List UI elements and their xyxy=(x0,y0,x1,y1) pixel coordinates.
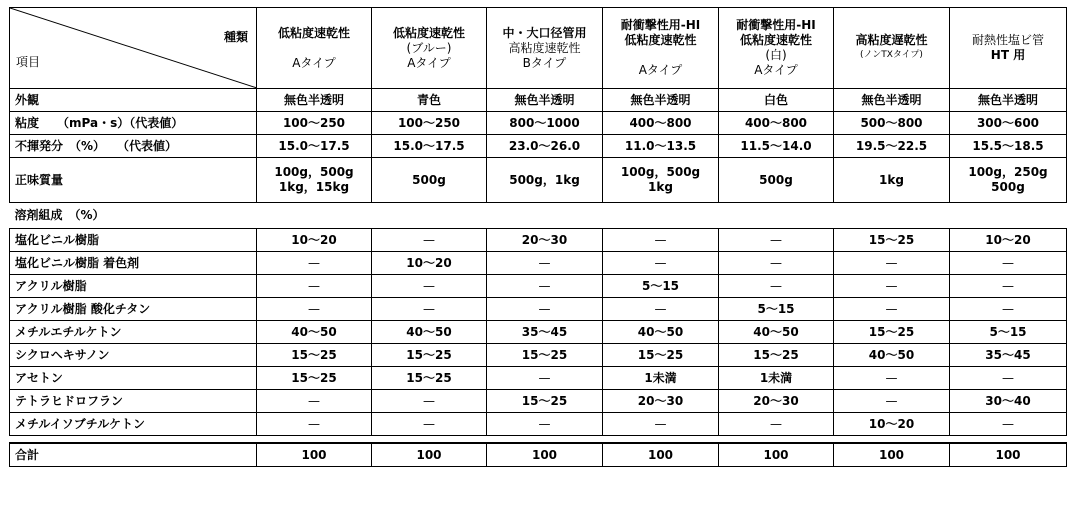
cell-value: 40〜50 xyxy=(834,344,950,367)
solvent-row xyxy=(10,390,1067,413)
cell-value: — xyxy=(257,390,372,413)
cell-value: 11.5〜14.0 xyxy=(719,135,834,158)
property-row xyxy=(10,158,1067,203)
column-header-line xyxy=(605,48,716,63)
cell-value: 15〜25 xyxy=(719,344,834,367)
cell-value-multiline: 100g，250g 500g xyxy=(950,158,1067,203)
cell-value: 15〜25 xyxy=(834,321,950,344)
cell-value: 5〜15 xyxy=(950,321,1067,344)
column-header-line: 耐熱性塩ビ管 xyxy=(971,33,1044,47)
cell-value: 100 xyxy=(719,443,834,467)
cell-value: 40〜50 xyxy=(603,321,719,344)
cell-value: 100 xyxy=(603,443,719,467)
cell-value: — xyxy=(603,229,719,252)
row-label: 塩化ビニル樹脂 着色剤 xyxy=(10,252,257,275)
column-header-line: 中・大口径管用 xyxy=(502,25,587,40)
section-row xyxy=(10,203,1067,229)
cell-value-multiline: 100g，500g 1kg，15kg xyxy=(257,158,372,203)
cell-value: — xyxy=(372,390,487,413)
cell-value: — xyxy=(834,390,950,413)
cell-value: — xyxy=(372,229,487,252)
column-header xyxy=(487,8,603,89)
cell-value: 800〜1000 xyxy=(487,112,603,135)
cell-value: — xyxy=(834,367,950,390)
cell-value: 11.0〜13.5 xyxy=(603,135,719,158)
cell-value: — xyxy=(719,413,834,436)
cell-value: 23.0〜26.0 xyxy=(487,135,603,158)
cell-value: — xyxy=(603,252,719,275)
solvent-row xyxy=(10,298,1067,321)
solvent-row xyxy=(10,252,1067,275)
column-header-line: (ノンTXタイプ) xyxy=(860,50,923,60)
solvent-row xyxy=(10,229,1067,252)
cell-value: — xyxy=(719,252,834,275)
cell-value: 無色半透明 xyxy=(603,89,719,112)
cell-value: 白色 xyxy=(719,89,834,112)
spacer-cell xyxy=(10,436,1067,444)
cell-value: 10〜20 xyxy=(257,229,372,252)
cell-value: 無色半透明 xyxy=(257,89,372,112)
cell-value: — xyxy=(372,413,487,436)
row-label: アクリル樹脂 xyxy=(10,275,257,298)
cell-value: — xyxy=(603,298,719,321)
row-label: テトラヒドロフラン xyxy=(10,390,257,413)
column-header xyxy=(834,8,950,89)
cell-value: 40〜50 xyxy=(372,321,487,344)
cell-value: 100 xyxy=(372,443,487,467)
cell-value: — xyxy=(719,229,834,252)
cell-value: 100 xyxy=(950,443,1067,467)
cell-value: 30〜40 xyxy=(950,390,1067,413)
cell-value: — xyxy=(257,252,372,275)
cell-value: 1未満 xyxy=(603,367,719,390)
cell-value: 1kg xyxy=(834,158,950,203)
cell-value: 1未満 xyxy=(719,367,834,390)
column-header xyxy=(603,8,719,89)
row-label: メチルエチルケトン xyxy=(10,321,257,344)
column-header-line: 耐衝撃性用-HI xyxy=(736,18,816,32)
cell-value: 20〜30 xyxy=(487,229,603,252)
cell-value: — xyxy=(487,275,603,298)
row-label: 粘度 （mPa・s）（代表値） xyxy=(10,112,257,135)
cell-value: 100 xyxy=(834,443,950,467)
column-header-line: 低粘度速乾性 xyxy=(392,25,465,40)
cell-value: 無色半透明 xyxy=(950,89,1067,112)
cell-value: 10〜20 xyxy=(834,413,950,436)
column-header-line: Aタイプ xyxy=(292,55,336,70)
row-label: 外観 xyxy=(10,89,257,112)
solvent-row xyxy=(10,344,1067,367)
cell-value: — xyxy=(372,298,487,321)
cell-value: 10〜20 xyxy=(950,229,1067,252)
corner-item-label: 項目 xyxy=(16,55,41,69)
cell-value: 15〜25 xyxy=(257,367,372,390)
cell-value: 35〜45 xyxy=(950,344,1067,367)
cell-value: 400〜800 xyxy=(719,112,834,135)
cell-value: 15〜25 xyxy=(372,344,487,367)
solvent-row xyxy=(10,321,1067,344)
column-header-line xyxy=(259,41,369,56)
cell-value: 19.5〜22.5 xyxy=(834,135,950,158)
cell-value: 15〜25 xyxy=(487,344,603,367)
row-label: 正味質量 xyxy=(10,158,257,203)
cell-value: 15〜25 xyxy=(487,390,603,413)
column-header-line: Bタイプ xyxy=(522,55,567,70)
column-header-line: 低粘度速乾性 xyxy=(624,33,697,47)
cell-value: — xyxy=(719,275,834,298)
cell-value: — xyxy=(257,413,372,436)
cell-value: — xyxy=(950,298,1067,321)
corner-cell xyxy=(10,8,257,89)
column-header-line: Aタイプ xyxy=(407,55,451,70)
cell-value: 15.0〜17.5 xyxy=(257,135,372,158)
solvent-row xyxy=(10,367,1067,390)
cell-value: 20〜30 xyxy=(603,390,719,413)
property-row xyxy=(10,112,1067,135)
column-header-line: (白) xyxy=(765,48,787,62)
cell-value: 500g xyxy=(372,158,487,203)
cell-value: 500g，1kg xyxy=(487,158,603,203)
column-header-line: 高粘度遅乾性 xyxy=(855,33,928,47)
cell-value: 15〜25 xyxy=(603,344,719,367)
cell-value: 500g xyxy=(719,158,834,203)
solvent-row xyxy=(10,413,1067,436)
header-row xyxy=(10,8,1067,89)
row-label: 塩化ビニル樹脂 xyxy=(10,229,257,252)
row-label: 合計 xyxy=(10,443,257,467)
column-header-line: Aタイプ xyxy=(754,63,798,77)
cell-value: 100 xyxy=(257,443,372,467)
property-row xyxy=(10,135,1067,158)
cell-value: 5〜15 xyxy=(603,275,719,298)
row-label: メチルイソブチルケトン xyxy=(10,413,257,436)
cell-value: 300〜600 xyxy=(950,112,1067,135)
cell-value: 5〜15 xyxy=(719,298,834,321)
cell-value-multiline: 100g，500g 1kg xyxy=(603,158,719,203)
cell-value: — xyxy=(950,252,1067,275)
cell-value: — xyxy=(257,275,372,298)
cell-value: 20〜30 xyxy=(719,390,834,413)
cell-value: 500〜800 xyxy=(834,112,950,135)
column-header-line: 耐衝撃性用-HI xyxy=(620,18,701,32)
column-header-line: 低粘度速乾性 xyxy=(277,25,350,40)
cell-value: 15〜25 xyxy=(257,344,372,367)
row-label: 不揮発分 （%） （代表値） xyxy=(10,135,257,158)
cell-value: 15〜25 xyxy=(834,229,950,252)
cell-value: 青色 xyxy=(372,89,487,112)
corner-kind-label: 種類 xyxy=(223,30,248,44)
cell-value: 15.0〜17.5 xyxy=(372,135,487,158)
column-header-line: 低粘度速乾性 xyxy=(739,33,812,47)
cell-value: — xyxy=(487,298,603,321)
column-header-line: 高粘度速乾性 xyxy=(508,40,581,55)
cell-value: 40〜50 xyxy=(257,321,372,344)
cell-value: — xyxy=(487,252,603,275)
column-header-line: (ブルー) xyxy=(406,40,452,55)
row-label: アセトン xyxy=(10,367,257,390)
column-header xyxy=(719,8,834,89)
cell-value: — xyxy=(603,413,719,436)
property-row xyxy=(10,89,1067,112)
cell-value: — xyxy=(372,275,487,298)
total-row xyxy=(10,443,1067,467)
cell-value: 無色半透明 xyxy=(834,89,950,112)
column-header-line: Aタイプ xyxy=(638,63,683,77)
cell-value: — xyxy=(834,275,950,298)
diagonal-line xyxy=(10,8,257,88)
cell-value: 35〜45 xyxy=(487,321,603,344)
column-header-line: HT 用 xyxy=(990,48,1026,62)
row-label: アクリル樹脂 酸化チタン xyxy=(10,298,257,321)
cell-value: — xyxy=(834,252,950,275)
column-header xyxy=(257,8,372,89)
spec-table xyxy=(9,7,1067,467)
cell-value: — xyxy=(487,367,603,390)
cell-value: — xyxy=(950,367,1067,390)
column-header xyxy=(950,8,1067,89)
column-header xyxy=(372,8,487,89)
cell-value: 15.5〜18.5 xyxy=(950,135,1067,158)
spacer-row xyxy=(10,436,1067,444)
cell-value: 400〜800 xyxy=(603,112,719,135)
cell-value: — xyxy=(257,298,372,321)
cell-value: — xyxy=(487,413,603,436)
cell-value: — xyxy=(950,413,1067,436)
cell-value: — xyxy=(834,298,950,321)
cell-value: 15〜25 xyxy=(372,367,487,390)
cell-value: 100〜250 xyxy=(372,112,487,135)
cell-value: 無色半透明 xyxy=(487,89,603,112)
cell-value: 40〜50 xyxy=(719,321,834,344)
row-label: シクロヘキサノン xyxy=(10,344,257,367)
solvent-row xyxy=(10,275,1067,298)
cell-value: — xyxy=(950,275,1067,298)
cell-value: 100〜250 xyxy=(257,112,372,135)
section-title: 溶剤組成 （%） xyxy=(14,208,105,222)
cell-value: 100 xyxy=(487,443,603,467)
cell-value: 10〜20 xyxy=(372,252,487,275)
